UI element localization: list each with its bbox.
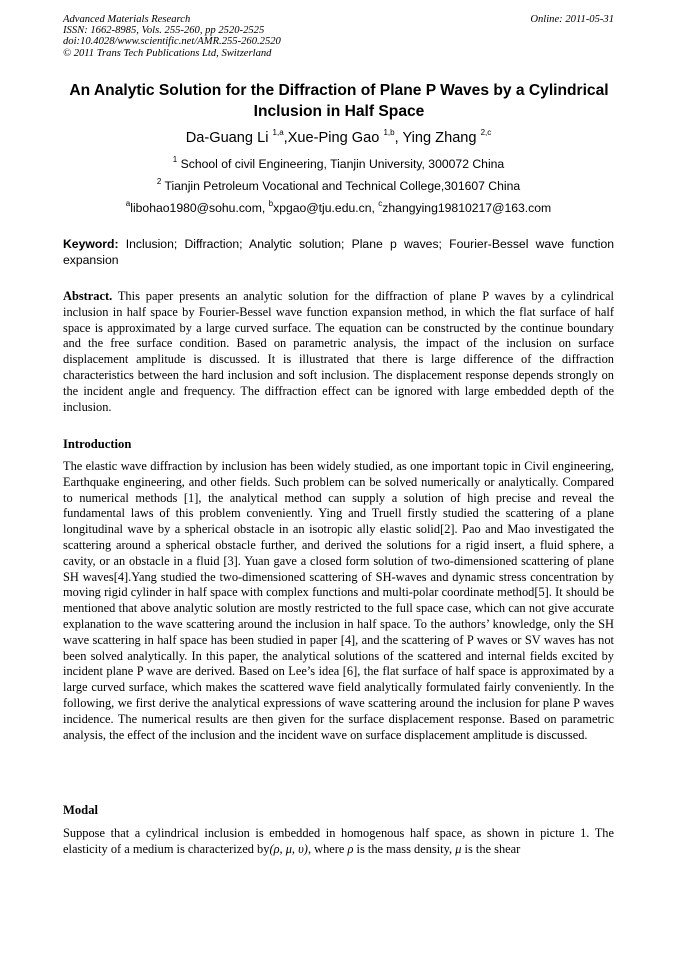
abstract-label: Abstract.	[63, 289, 113, 303]
journal-doi: doi:10.4028/www.scientific.net/AMR.255-260.2520	[63, 36, 281, 48]
email-address: xpgao@tju.edu.cn,	[273, 201, 379, 215]
email-address: zhangying19810217@163.com	[382, 201, 552, 215]
modal-text-part: , where	[307, 841, 348, 856]
math-expression: (ρ, μ, υ)	[269, 841, 308, 856]
author-affiliation-marker: 1,a	[272, 128, 284, 138]
author-affiliation-marker: 2,c	[480, 128, 492, 138]
keywords	[63, 237, 614, 268]
journal-issn: ISSN: 1662-8985, Vols. 255-260, pp 2520-2525	[63, 25, 265, 37]
author-list	[63, 129, 614, 147]
email-marker: a	[125, 198, 131, 208]
author-separator: ,	[394, 130, 403, 146]
modal-text	[63, 826, 614, 858]
online-date: Online: 2011-05-31	[530, 14, 614, 25]
affiliation-1	[63, 156, 614, 172]
math-symbol: μ	[455, 841, 462, 856]
email-marker: b	[268, 198, 274, 208]
author-name: Ying Zhang	[402, 130, 477, 146]
email-marker: c	[378, 198, 383, 208]
paper-title: An Analytic Solution for the Diffraction of Plane P Waves by a Cylindrical Inclusion in Half Space	[69, 82, 609, 120]
introduction-heading: Introduction	[63, 437, 132, 451]
author-separator: ,	[283, 130, 288, 146]
affiliation-text: School of civil Engineering, Tianjin University, 300072 China	[180, 157, 505, 171]
keyword-text: Inclusion; Diffraction; Analytic solution; Plane p waves; Fourier-Bessel wave function expansion	[63, 237, 614, 267]
journal-name: Advanced Materials Research	[63, 14, 191, 25]
modal-text-part: Suppose that a cylindrical inclusion is embedded in homogenous half space, as shown in picture 1. The elasticity of a medium is characterized by	[63, 826, 614, 856]
affiliation-2	[63, 178, 614, 194]
journal-header	[63, 14, 281, 59]
modal-text-part: is the shear	[461, 841, 521, 856]
affiliation-marker: 1	[172, 154, 178, 164]
email-address: libohao1980@sohu.com,	[130, 201, 269, 215]
introduction-text: The elastic wave diffraction by inclusion has been widely studied, as one important topic in Civil engineering, Earthquake engineering, and other fields. Such problem can be solved numerically or analytically. Compared to numerical methods [1], the analytical method can supply a solution of high precise and reveal the fundamental laws of this problem conveniently. Ying and Truell firstly studied the scattering of a plane longitudinal wave by a spherical obstacle in an isotropic ally elastic solid[2]. Pao and Mao investigated the scattering around a spherical obstacle further, and derived the solutions for a rigid insert, a fluid sphere, a cavity, or an obstacle in a fluid [3]. Yuan gave a closed form solution of two-dimensioned scattering of plane SH waves[4].Yang studied the two-dimensioned scattering of SH-waves and dynamic stress concentration by moving rigid cylinder in half space with complex functions and multi-polar coordinate method[5]. It should be mentioned that above analytic solution are mostly restricted to the full space case, which can not give accurate explanation to the wave scattering around the inclusion in half space. To the authors’ knowledge, only the SH wave scattering in half space has been studied in paper [4], and the scattering of P waves or SV waves has not been solved analytically. In this paper, the analytical solutions of the scattered and internal fields excited by incident plane P wave are derived. Based on Lee’s idea [6], the flat surface of half space is approximated by a large curved surface, which makes the scattered wave field analytically formulated fairly conveniently. In the following, we first derive the analytical expressions of wave scattering around the inclusion for plane P waves incidence. The numerical results are then given for the surface displacement response. Based on parametric analysis, the effect of the inclusion and the incident wave on surface displacement amplitude is discussed.	[63, 459, 614, 742]
author-emails	[63, 200, 614, 216]
affiliation-text: Tianjin Petroleum Vocational and Technical College,301607 China	[164, 179, 521, 193]
keyword-label: Keyword:	[63, 237, 119, 251]
abstract-text: This paper presents an analytic solution for the diffraction of plane P waves by a cylindrical inclusion in half space by Fourier-Bessel wave function expansion method, in which the flat surface of half space is approximated by a large curved surface. The equation can be constructed by the continue boundary and the free surface condition. Based on parametric analysis, the impact of the inclusion on surface displacement amplitude is discussed. It is illustrated that there is large difference of the diffraction characteristics between the hard inclusion and soft inclusion. The displacement response depends strongly on the incident angle and frequency. The diffraction effect can be ignored with large embedded depth of the inclusion.	[63, 289, 614, 414]
author-name: Xue-Ping Gao	[287, 130, 380, 146]
journal-copyright: © 2011 Trans Tech Publications Ltd, Switzerland	[63, 47, 272, 59]
abstract	[63, 289, 614, 415]
math-symbol: ρ	[347, 841, 354, 856]
author-name: Da-Guang Li	[185, 130, 269, 146]
affiliation-marker: 2	[156, 176, 162, 186]
modal-text-part: is the mass density,	[353, 841, 456, 856]
modal-heading: Modal	[63, 803, 98, 817]
author-affiliation-marker: 1,b	[383, 128, 395, 138]
